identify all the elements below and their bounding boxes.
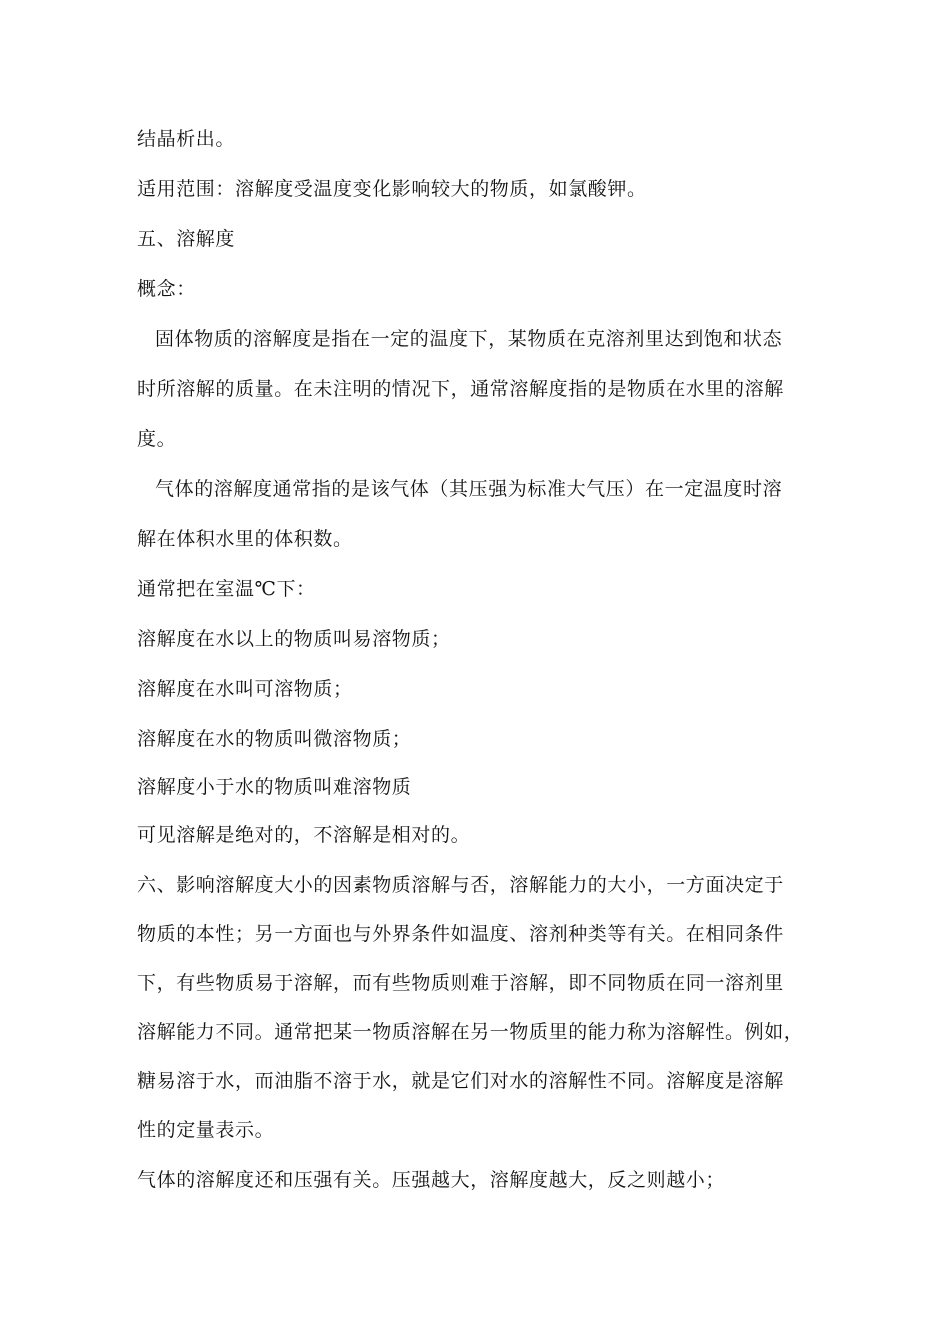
text-line: 气体的溶解度通常指的是该气体（其压强为标准大气压）在一定温度时溶 [155,478,783,500]
text-line: 解在体积水里的体积数。 [137,528,353,550]
text-line: 性的定量表示。 [137,1119,275,1141]
text-line: 可见溶解是绝对的，不溶解是相对的。 [137,824,471,846]
section-heading: 五、溶解度 [137,228,236,250]
text-line: 糖易溶于水，而油脂不溶于水，就是它们对水的溶解性不同。溶解度是溶解 [137,1070,784,1092]
text-line: 概念： [137,278,196,300]
text-line: 溶解度在水以上的物质叫易溶物质； [137,628,451,650]
text-line: 气体的溶解度还和压强有关。压强越大，溶解度越大，反之则越小； [137,1169,726,1191]
text-line: 溶解能力不同。通常把某一物质溶解在另一物质里的能力称为溶解性。例如， [137,1021,804,1043]
text-line: 溶解度小于水的物质叫难溶物质 [137,776,412,798]
section-heading: 六、影响溶解度大小的因素物质溶解与否，溶解能力的大小，一方面决定于 [137,874,784,896]
text-line: 结晶析出。 [137,128,236,150]
text-line: 时所溶解的质量。在未注明的情况下，通常溶解度指的是物质在水里的溶解 [137,378,784,400]
text-line: 下，有些物质易于溶解，而有些物质则难于溶解，即不同物质在同一溶剂里 [137,972,784,994]
text-line: 度。 [137,428,177,450]
text-line: 溶解度在水叫可溶物质； [137,678,353,700]
text-line: 溶解度在水的物质叫微溶物质； [137,728,412,750]
text-line: 固体物质的溶解度是指在一定的温度下，某物质在克溶剂里达到饱和状态 [155,328,783,350]
text-line: 物质的本性；另一方面也与外界条件如温度、溶剂种类等有关。在相同条件 [137,923,784,945]
text-line: 适用范围：溶解度受温度变化影响较大的物质，如氯酸钾。 [137,178,647,200]
text-line: 通常把在室温℃下： [137,578,316,600]
